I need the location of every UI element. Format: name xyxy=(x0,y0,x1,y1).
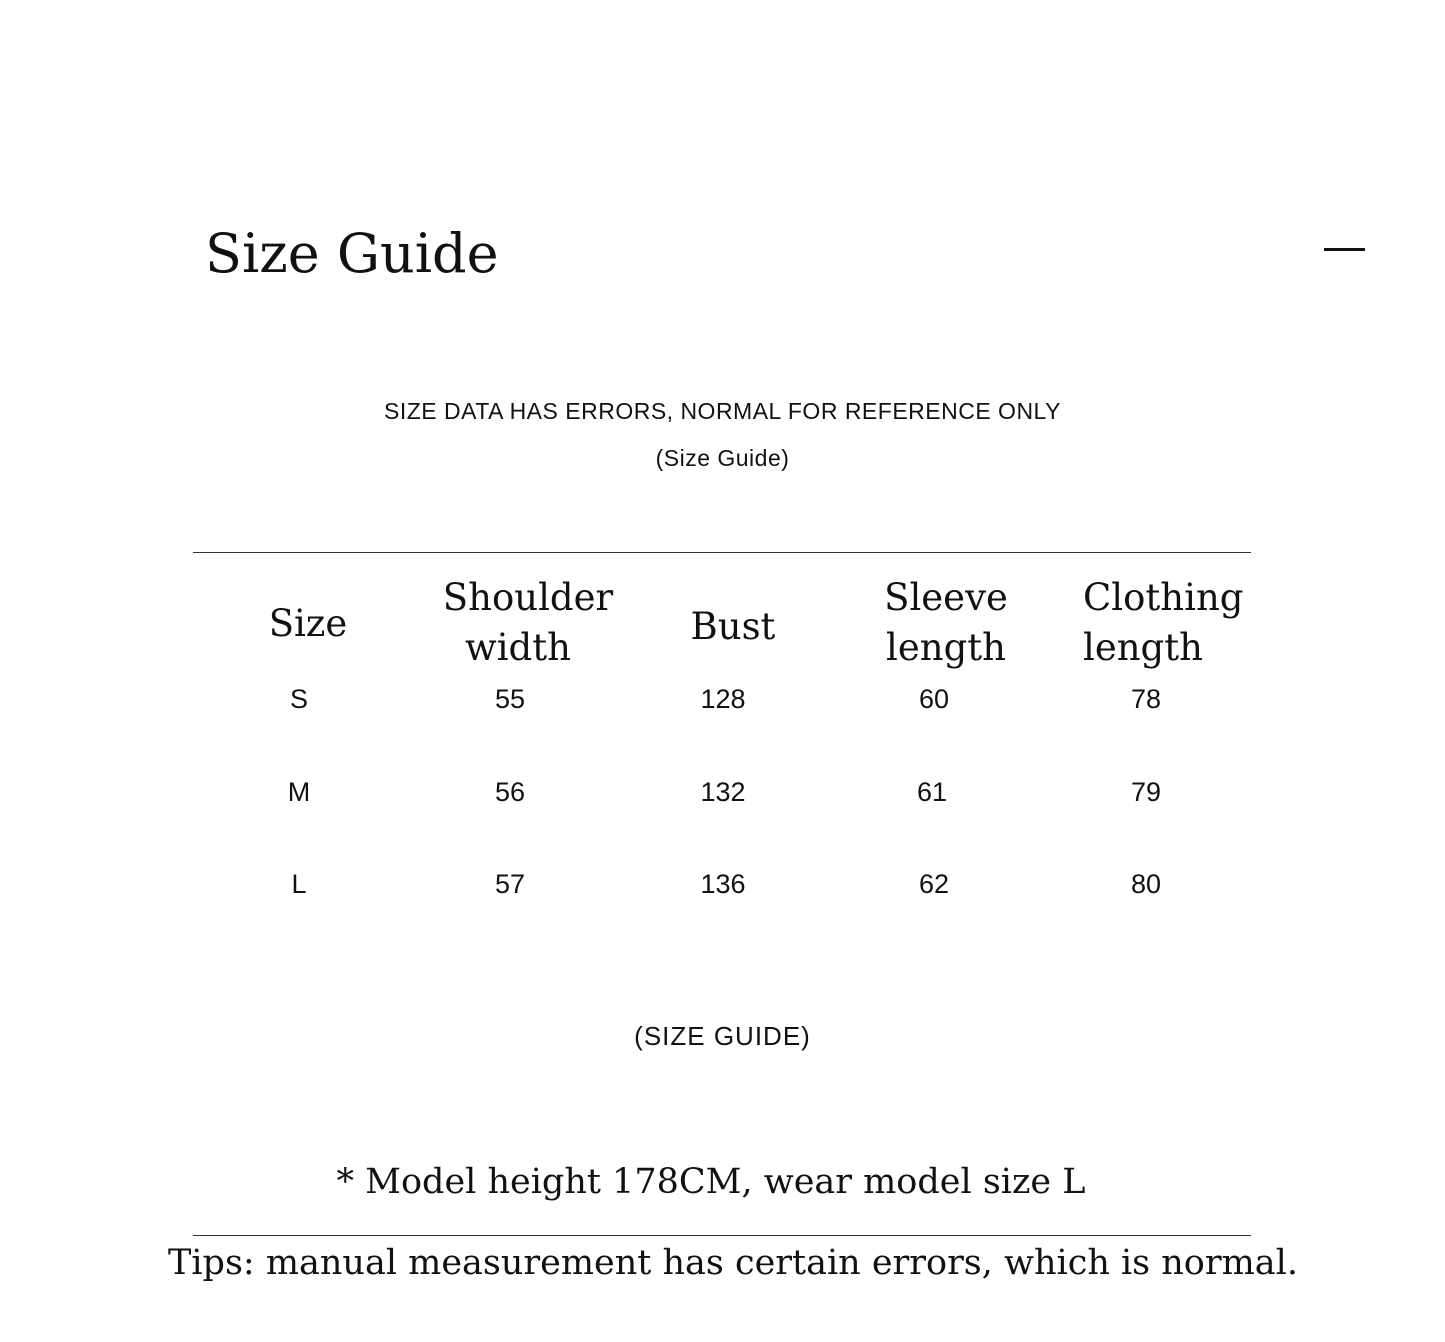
cell-sleeve-m: 61 xyxy=(916,777,948,807)
table-top-divider xyxy=(193,552,1251,553)
cell-shoulder-l: 57 xyxy=(494,869,526,899)
page-title: Size Guide xyxy=(205,222,499,285)
cell-clothing-l: 80 xyxy=(1130,869,1162,899)
header-size-label: Size xyxy=(268,602,348,645)
header-sleeve-length xyxy=(881,573,1011,673)
header-size xyxy=(258,599,358,649)
model-note: * Model height 178CM, wear model size L xyxy=(336,1162,1086,1202)
header-clothing-line2: length xyxy=(1083,626,1203,669)
cell-sleeve-s: 60 xyxy=(918,684,950,714)
tips-text: Tips: manual measurement has certain errors, which is normal. xyxy=(168,1243,1298,1283)
size-guide-subtitle: (Size Guide) xyxy=(655,445,790,471)
header-shoulder-width xyxy=(438,573,618,673)
size-notice: SIZE DATA HAS ERRORS, NORMAL FOR REFERENCE ONLY xyxy=(384,398,1061,424)
header-bust xyxy=(683,602,783,652)
cell-clothing-s: 78 xyxy=(1130,684,1162,714)
cell-bust-s: 128 xyxy=(700,684,746,714)
header-clothing-length xyxy=(1083,573,1243,673)
header-sleeve-line2: length xyxy=(886,626,1006,669)
header-sleeve-line1: Sleeve xyxy=(884,576,1008,619)
cell-clothing-m: 79 xyxy=(1130,777,1162,807)
tips-divider xyxy=(193,1235,1251,1236)
header-clothing-line1: Clothing xyxy=(1083,576,1244,619)
header-shoulder-line1: Shoulder xyxy=(442,576,614,619)
header-bust-label: Bust xyxy=(690,605,776,648)
minus-icon[interactable] xyxy=(1324,248,1365,251)
header-shoulder-line2: width xyxy=(465,626,571,669)
cell-size-m: M xyxy=(287,777,311,807)
size-guide-footer-label: (SIZE GUIDE) xyxy=(634,1021,811,1051)
cell-shoulder-m: 56 xyxy=(494,777,526,807)
cell-shoulder-s: 55 xyxy=(494,684,526,714)
cell-bust-l: 136 xyxy=(700,869,746,899)
cell-size-s: S xyxy=(289,684,308,714)
cell-sleeve-l: 62 xyxy=(918,869,950,899)
cell-bust-m: 132 xyxy=(700,777,746,807)
cell-size-l: L xyxy=(291,869,307,899)
